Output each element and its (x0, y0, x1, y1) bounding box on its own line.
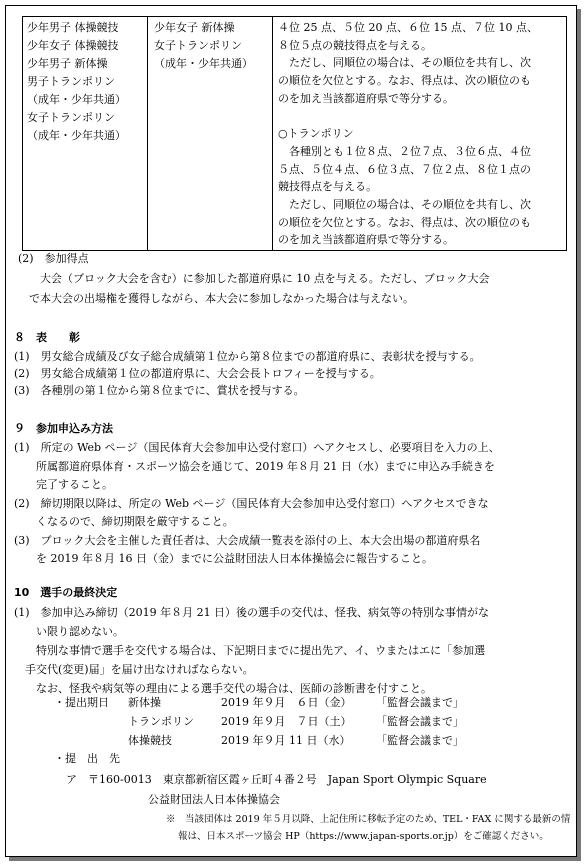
table-cell-line: ８位５点の競技得点を与える。 (278, 38, 432, 52)
table-border-left (22, 17, 23, 250)
table-cell-line: の順位を欠位とする。なお、得点は、次の順位のも (278, 74, 531, 88)
section-9-line: (3) ブロック大会を主催した責任者は、大会成績一覧表を添付の上、本大会出場の都道府県名 (14, 533, 481, 547)
table-cell-line: ただし、同順位の場合は、その順位を共有し、次 (278, 56, 531, 70)
destination-address: ア 〒160-0013 東京都新宿区霞ヶ丘町４番２号 Japan Sport Olympic Square (66, 773, 487, 786)
table-cell-line: ただし、同順位の場合は、その順位を共有し、次 (278, 198, 531, 211)
table-cell-line: 各種別とも１位８点、２位７点、３位６点、４位 (278, 144, 531, 158)
table-cell-line: の順位を欠位とする。なお、得点は、次の順位のも (278, 215, 531, 229)
section-10-heading: 10 選手の最終決定 (14, 586, 118, 599)
destination-organization: 公益財団法人日本体操協会 (148, 793, 280, 806)
document-page (5, 5, 577, 857)
table-cell-line: 少年女子 新体操 (154, 21, 235, 34)
section-8-item: (1) 男女総合成績及び女子総合成績第１位から第８位までの都道府県に、表彰状を授与する。 (14, 350, 481, 363)
table-cell-line: 女子トランポリン (27, 111, 115, 124)
deadline-event: 体操競技 (128, 734, 172, 747)
section-8-item: (2) 男女総合成績第１位の都道府県に、大会会長トロフィーを授与する。 (14, 367, 381, 380)
section-9-line: 所属都道府県体育・スポーツ協会を通じて、2019 年８月 21 日（水）までに申込み手続きを (14, 459, 495, 473)
section-2-body-line: で本大会の出場権を獲得しながら、本大会に参加しなかった場合は与えない。 (18, 292, 414, 305)
table-cell-line: 男子トランポリン (27, 75, 115, 88)
deadline-note: 「監督会議まで」 (376, 734, 464, 747)
table-cell-line: ５点、５位４点、６位３点、７位２点、８位１点の (278, 162, 531, 176)
table-cell-line: （成年・少年共通） (154, 57, 253, 70)
section-9-line: を 2019 年８月 16 日（金）までに公益財団法人日本体操協会に報告すること。 (14, 552, 433, 565)
deadline-date: 2019 年９月 11 日（水） (221, 734, 351, 747)
section-2-heading: (2) 参加得点 (18, 252, 89, 265)
table-cell-line: のを加え当該都道府県で等分する。 (278, 91, 454, 105)
deadline-date: 2019 年９月 ７日（土） (221, 715, 352, 728)
section-9-heading: ９ 参加申込み方法 (14, 422, 113, 435)
deadline-note: 「監督会議まで」 (376, 715, 464, 728)
footnote-line: ※ 当該団体は 2019 年５月以降、上記住所に移転予定のため、TEL・FAX に関する最新の情 (166, 814, 571, 825)
section-2-body-line: 大会（ブロック大会を含む）に参加した都道府県に 10 点を与える。ただし、ブロック大会 (18, 272, 490, 285)
table-cell-line: （成年・少年共通） (27, 129, 126, 142)
table-cell-line: 女子トランポリン (154, 39, 242, 52)
table-divider-2 (272, 17, 273, 250)
table-cell-line: ○トランポリン (278, 127, 354, 141)
section-10-line: い限り認めない。 (14, 625, 124, 638)
section-8-item: (3) 各種別の第１位から第８位までに、賞状を授与する。 (14, 384, 305, 397)
table-cell-line: （成年・少年共通） (27, 93, 126, 106)
table-cell-line: 少年男子 体操競技 (27, 21, 119, 34)
table-cell-line: のを加え当該都道府県で等分する。 (278, 233, 454, 247)
footnote-line: 報は、日本スポーツ協会 HP（https://www.japan-sports.or.jp）をご確認ください。 (178, 831, 549, 842)
section-8-heading: ８ 表 彰 (14, 331, 80, 344)
destination-label: ・提 出 先 (54, 752, 120, 765)
section-9-line: 完了すること。 (14, 478, 113, 491)
section-10-line: (1) 参加申込み締切（2019 年８月 21 日）後の選手の交代は、怪我、病気等の特別な事情がな (14, 606, 490, 619)
section-10-line: 手交代(変更)届」を届け出なければならない。 (14, 663, 254, 676)
deadline-date: 2019 年９月 ６日（金） (221, 696, 352, 709)
table-cell-line: 競技得点を与える。 (278, 180, 377, 194)
table-divider-1 (147, 17, 148, 250)
deadline-event: 新体操 (128, 696, 161, 709)
scoring-table (22, 16, 567, 251)
section-9-line: くなるので、締切期限を厳守すること。 (14, 515, 234, 528)
deadline-label: ・提出期日 (54, 696, 109, 709)
deadline-event: トランポリン (128, 715, 194, 728)
table-cell-line: 少年男子 新体操 (27, 57, 108, 70)
table-cell-line: ４位 25 点、５位 20 点、６位 15 点、７位 10 点、 (278, 21, 538, 34)
table-cell-line: 少年女子 体操競技 (27, 39, 119, 52)
section-9-line: (1) 所定の Web ページ（国民体育大会参加申込受付窓口）へアクセスし、必要項目を入力の上、 (14, 441, 500, 454)
deadline-note: 「監督会議まで」 (376, 696, 464, 709)
table-border-right (566, 17, 567, 250)
section-10-line: なお、怪我や病気等の理由による選手交代の場合は、医師の診断書を付すこと。 (14, 682, 432, 695)
section-9-line: (2) 締切期限以降は、所定の Web ページ（国民体育大会参加申込受付窓口）へアクセスできな (14, 496, 489, 510)
section-10-line: 特別な事情で選手を交代する場合は、下記期日までに提出先ア、イ、ウまたはエに「参加選 (14, 644, 486, 657)
